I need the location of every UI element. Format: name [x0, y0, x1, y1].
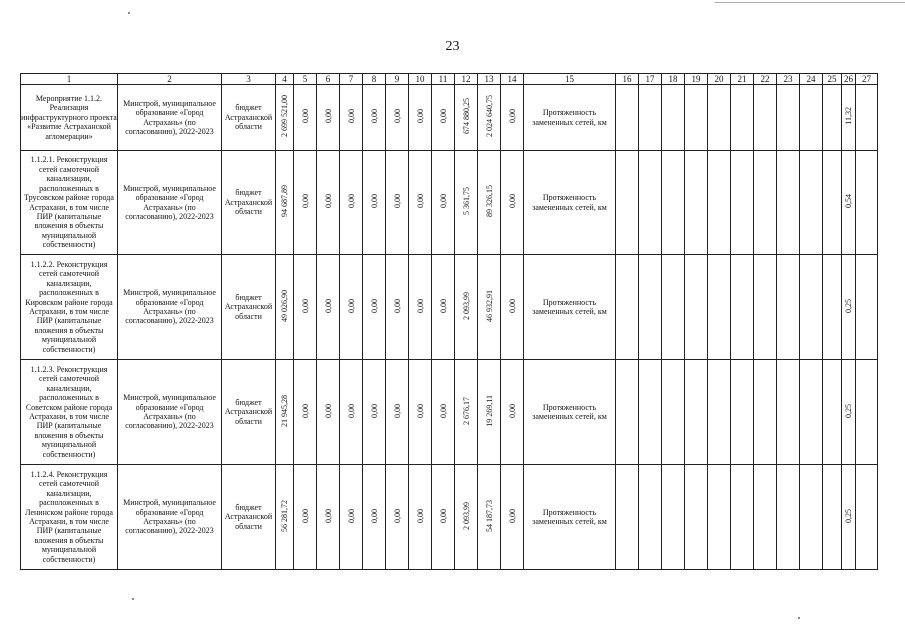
column-header-1: 1	[21, 74, 118, 85]
amount-col14-cell	[501, 85, 524, 151]
executor-cell: Минстрой, муниципальное образование «Город Астрахань» (по согласованию), 2022-2023	[118, 465, 222, 570]
empty-cell	[662, 151, 685, 255]
funding-source-cell: бюджет Астраханской области	[222, 465, 276, 570]
zero-value-cell-text: 0,00	[300, 194, 310, 209]
empty-cell	[639, 151, 662, 255]
zero-value-cell	[432, 85, 455, 151]
amount-col14-cell-text: 0,00	[507, 194, 517, 209]
zero-value-cell	[432, 151, 455, 255]
empty-cell	[754, 151, 777, 255]
empty-cell	[685, 465, 708, 570]
column-header-18: 18	[662, 74, 685, 85]
empty-cell	[708, 255, 731, 360]
zero-value-cell	[363, 360, 386, 465]
column-header-25: 25	[823, 74, 842, 85]
zero-value-cell-text: 0,00	[323, 508, 333, 523]
column-header-13: 13	[478, 74, 501, 85]
empty-cell	[708, 465, 731, 570]
measure-name-cell: 1.1.2.3. Реконструкция сетей самотечной канализации, расположенных в Советском районе города Астрахани, в том числе ПИР (капитальные вложения в объекты муниципальной собственности)	[21, 360, 118, 465]
zero-value-cell	[386, 360, 409, 465]
zero-value-cell	[340, 360, 363, 465]
amount-col14-cell-text: 0,00	[507, 403, 517, 418]
total-amount-cell-text: 56 281,72	[280, 499, 289, 532]
empty-cell	[777, 151, 800, 255]
empty-cell	[639, 255, 662, 360]
zero-value-cell-text: 0,00	[415, 508, 425, 523]
indicator-value-cell	[842, 151, 856, 255]
amount-col13-cell	[478, 465, 501, 570]
empty-cell	[685, 360, 708, 465]
column-header-4: 4	[276, 74, 294, 85]
empty-cell	[616, 151, 639, 255]
empty-cell	[616, 255, 639, 360]
zero-value-cell	[317, 85, 340, 151]
zero-value-cell	[386, 255, 409, 360]
table-body	[21, 74, 878, 570]
table-row	[21, 151, 878, 255]
empty-cell	[731, 85, 754, 151]
column-header-15: 15	[524, 74, 616, 85]
zero-value-cell	[363, 151, 386, 255]
scan-speck	[798, 617, 800, 619]
zero-value-cell-text: 0,00	[369, 403, 379, 418]
zero-value-cell-text: 0,00	[392, 298, 402, 313]
column-header-19: 19	[685, 74, 708, 85]
empty-cell	[731, 255, 754, 360]
zero-value-cell	[294, 465, 317, 570]
zero-value-cell-text: 0,00	[392, 508, 402, 523]
empty-cell	[731, 151, 754, 255]
empty-cell	[777, 85, 800, 151]
empty-cell	[856, 255, 878, 360]
empty-cell	[856, 465, 878, 570]
total-amount-cell	[276, 465, 294, 570]
zero-value-cell-text: 0,00	[438, 508, 448, 523]
zero-value-cell-text: 0,00	[323, 403, 333, 418]
empty-cell	[856, 85, 878, 151]
column-header-20: 20	[708, 74, 731, 85]
amount-col13-cell	[478, 85, 501, 151]
zero-value-cell-text: 0,00	[415, 109, 425, 124]
executor-cell: Минстрой, муниципальное образование «Город Астрахань» (по согласованию), 2022-2023	[118, 85, 222, 151]
zero-value-cell	[363, 85, 386, 151]
amount-col12-cell	[455, 85, 478, 151]
table-row	[21, 465, 878, 570]
zero-value-cell-text: 0,00	[415, 194, 425, 209]
indicator-value-cell-text: 0,54	[844, 194, 853, 209]
indicator-value-cell	[842, 360, 856, 465]
empty-cell	[823, 465, 842, 570]
funding-source-cell: бюджет Астраханской области	[222, 85, 276, 151]
amount-col13-cell-text: 2 024 640,75	[484, 95, 494, 138]
empty-cell	[639, 85, 662, 151]
zero-value-cell	[432, 360, 455, 465]
zero-value-cell	[340, 465, 363, 570]
zero-value-cell-text: 0,00	[369, 298, 379, 313]
zero-value-cell-text: 0,00	[392, 403, 402, 418]
indicator-value-cell	[842, 465, 856, 570]
funding-source-cell: бюджет Астраханской области	[222, 255, 276, 360]
zero-value-cell-text: 0,00	[438, 194, 448, 209]
amount-col14-cell-text: 0,00	[507, 109, 517, 124]
indicator-name-cell: Протяженность замененных сетей, км	[524, 255, 616, 360]
executor-cell: Минстрой, муниципальное образование «Город Астрахань» (по согласованию), 2022-2023	[118, 151, 222, 255]
zero-value-cell	[432, 255, 455, 360]
empty-cell	[754, 85, 777, 151]
scan-speck	[132, 598, 134, 600]
zero-value-cell	[409, 255, 432, 360]
amount-col12-cell-text: 5 361,75	[461, 187, 471, 216]
total-amount-cell-text: 94 687,89	[280, 185, 289, 218]
total-amount-cell-text: 21 945,28	[280, 394, 289, 427]
amount-col13-cell-text: 46 932,91	[484, 289, 494, 322]
column-header-16: 16	[616, 74, 639, 85]
zero-value-cell	[409, 151, 432, 255]
zero-value-cell	[340, 85, 363, 151]
program-table	[20, 73, 878, 570]
measure-name-cell: 1.1.2.1. Реконструкция сетей самотечной канализации, расположенных в Трусовском районе города Астрахани, в том числе ПИР (капитальные вложения в объекты муниципальной собственности)	[21, 151, 118, 255]
empty-cell	[685, 151, 708, 255]
zero-value-cell	[363, 465, 386, 570]
zero-value-cell-text: 0,00	[438, 109, 448, 124]
empty-cell	[777, 255, 800, 360]
amount-col12-cell-text: 674 880,25	[461, 98, 471, 135]
indicator-name-cell: Протяженность замененных сетей, км	[524, 85, 616, 151]
empty-cell	[685, 85, 708, 151]
zero-value-cell	[294, 360, 317, 465]
zero-value-cell-text: 0,00	[438, 298, 448, 313]
empty-cell	[823, 151, 842, 255]
column-header-26: 26	[842, 74, 856, 85]
amount-col12-cell	[455, 255, 478, 360]
empty-cell	[662, 360, 685, 465]
empty-cell	[856, 151, 878, 255]
indicator-name-cell: Протяженность замененных сетей, км	[524, 360, 616, 465]
zero-value-cell-text: 0,00	[346, 109, 356, 124]
column-header-2: 2	[118, 74, 222, 85]
empty-cell	[823, 255, 842, 360]
empty-cell	[616, 360, 639, 465]
amount-col13-cell	[478, 255, 501, 360]
amount-col12-cell-text: 2 093,99	[461, 501, 471, 530]
column-header-23: 23	[777, 74, 800, 85]
empty-cell	[777, 465, 800, 570]
zero-value-cell	[386, 85, 409, 151]
zero-value-cell-text: 0,00	[346, 403, 356, 418]
zero-value-cell-text: 0,00	[323, 109, 333, 124]
column-header-24: 24	[800, 74, 823, 85]
indicator-name-cell: Протяженность замененных сетей, км	[524, 151, 616, 255]
zero-value-cell-text: 0,00	[392, 194, 402, 209]
amount-col12-cell	[455, 465, 478, 570]
executor-cell: Минстрой, муниципальное образование «Город Астрахань» (по согласованию), 2022-2023	[118, 255, 222, 360]
measure-name-cell: 1.1.2.2. Реконструкция сетей самотечной канализации, расположенных в Кировском районе города Астрахани, в том числе ПИР (капитальные вложения в объекты муниципальной собственности)	[21, 255, 118, 360]
empty-cell	[662, 465, 685, 570]
column-header-14: 14	[501, 74, 524, 85]
zero-value-cell	[409, 85, 432, 151]
empty-cell	[800, 85, 823, 151]
zero-value-cell	[409, 360, 432, 465]
zero-value-cell	[363, 255, 386, 360]
indicator-value-cell	[842, 255, 856, 360]
funding-source-cell: бюджет Астраханской области	[222, 151, 276, 255]
executor-cell: Минстрой, муниципальное образование «Город Астрахань» (по согласованию), 2022-2023	[118, 360, 222, 465]
table-row	[21, 360, 878, 465]
empty-cell	[662, 255, 685, 360]
amount-col14-cell	[501, 151, 524, 255]
zero-value-cell	[340, 255, 363, 360]
zero-value-cell-text: 0,00	[392, 109, 402, 124]
zero-value-cell	[386, 465, 409, 570]
zero-value-cell-text: 0,00	[300, 403, 310, 418]
zero-value-cell	[432, 465, 455, 570]
column-header-11: 11	[432, 74, 455, 85]
empty-cell	[800, 360, 823, 465]
total-amount-cell	[276, 85, 294, 151]
indicator-value-cell-text: 0,25	[844, 508, 853, 523]
column-header-8: 8	[363, 74, 386, 85]
total-amount-cell	[276, 151, 294, 255]
column-header-22: 22	[754, 74, 777, 85]
zero-value-cell-text: 0,00	[346, 298, 356, 313]
indicator-value-cell-text: 11,32	[844, 107, 853, 126]
zero-value-cell-text: 0,00	[300, 298, 310, 313]
zero-value-cell-text: 0,00	[300, 508, 310, 523]
page-number: 23	[445, 39, 460, 54]
zero-value-cell-text: 0,00	[346, 508, 356, 523]
zero-value-cell-text: 0,00	[415, 298, 425, 313]
total-amount-cell	[276, 360, 294, 465]
indicator-value-cell	[842, 85, 856, 151]
column-header-17: 17	[639, 74, 662, 85]
zero-value-cell	[317, 151, 340, 255]
table-row	[21, 255, 878, 360]
amount-col13-cell-text: 89 326,15	[484, 185, 494, 218]
funding-source-cell: бюджет Астраханской области	[222, 360, 276, 465]
empty-cell	[639, 465, 662, 570]
zero-value-cell	[294, 255, 317, 360]
empty-cell	[708, 151, 731, 255]
amount-col14-cell	[501, 255, 524, 360]
empty-cell	[685, 255, 708, 360]
total-amount-cell-text: 49 026,90	[280, 289, 289, 322]
column-header-7: 7	[340, 74, 363, 85]
empty-cell	[800, 465, 823, 570]
amount-col12-cell-text: 2 676,17	[461, 396, 471, 425]
empty-cell	[856, 360, 878, 465]
zero-value-cell-text: 0,00	[323, 298, 333, 313]
column-header-5: 5	[294, 74, 317, 85]
amount-col13-cell-text: 19 269,11	[484, 394, 494, 427]
amount-col13-cell-text: 54 187,73	[484, 499, 494, 532]
zero-value-cell-text: 0,00	[346, 194, 356, 209]
zero-value-cell-text: 0,00	[369, 109, 379, 124]
amount-col12-cell	[455, 360, 478, 465]
zero-value-cell	[386, 151, 409, 255]
zero-value-cell	[294, 151, 317, 255]
indicator-name-cell: Протяженность замененных сетей, км	[524, 465, 616, 570]
zero-value-cell	[317, 255, 340, 360]
column-header-3: 3	[222, 74, 276, 85]
empty-cell	[731, 360, 754, 465]
column-header-27: 27	[856, 74, 878, 85]
empty-cell	[823, 85, 842, 151]
empty-cell	[823, 360, 842, 465]
indicator-value-cell-text: 0,25	[844, 403, 853, 418]
amount-col14-cell	[501, 465, 524, 570]
zero-value-cell-text: 0,00	[369, 194, 379, 209]
empty-cell	[616, 465, 639, 570]
amount-col12-cell	[455, 151, 478, 255]
empty-cell	[800, 255, 823, 360]
top-edge-line	[715, 2, 905, 3]
column-header-6: 6	[317, 74, 340, 85]
zero-value-cell-text: 0,00	[415, 403, 425, 418]
measure-name-cell: Мероприятие 1.1.2. Реализация инфраструктурного проекта «Развитие Астраханской агломерации»	[21, 85, 118, 151]
empty-cell	[662, 85, 685, 151]
amount-col13-cell	[478, 151, 501, 255]
measure-name-cell: 1.1.2.4. Реконструкция сетей самотечной канализации, расположенных в Ленинском районе города Астрахани, в том числе ПИР (капитальные вложения в объекты муниципальной собственности)	[21, 465, 118, 570]
empty-cell	[800, 151, 823, 255]
amount-col14-cell-text: 0,00	[507, 508, 517, 523]
zero-value-cell-text: 0,00	[300, 109, 310, 124]
amount-col12-cell-text: 2 093,99	[461, 291, 471, 320]
empty-cell	[754, 360, 777, 465]
scan-speck	[128, 12, 130, 14]
empty-cell	[708, 85, 731, 151]
empty-cell	[731, 465, 754, 570]
empty-cell	[754, 255, 777, 360]
zero-value-cell-text: 0,00	[323, 194, 333, 209]
zero-value-cell	[317, 360, 340, 465]
empty-cell	[777, 360, 800, 465]
empty-cell	[708, 360, 731, 465]
amount-col14-cell	[501, 360, 524, 465]
column-header-10: 10	[409, 74, 432, 85]
zero-value-cell-text: 0,00	[438, 403, 448, 418]
zero-value-cell-text: 0,00	[369, 508, 379, 523]
column-header-12: 12	[455, 74, 478, 85]
zero-value-cell	[294, 85, 317, 151]
table-row	[21, 85, 878, 151]
zero-value-cell	[409, 465, 432, 570]
column-header-21: 21	[731, 74, 754, 85]
zero-value-cell	[340, 151, 363, 255]
indicator-value-cell-text: 0,25	[844, 298, 853, 313]
empty-cell	[754, 465, 777, 570]
empty-cell	[639, 360, 662, 465]
column-header-9: 9	[386, 74, 409, 85]
amount-col13-cell	[478, 360, 501, 465]
total-amount-cell	[276, 255, 294, 360]
total-amount-cell-text: 2 699 521,00	[280, 95, 289, 138]
amount-col14-cell-text: 0,00	[507, 298, 517, 313]
zero-value-cell	[317, 465, 340, 570]
header-row	[21, 74, 878, 85]
empty-cell	[616, 85, 639, 151]
